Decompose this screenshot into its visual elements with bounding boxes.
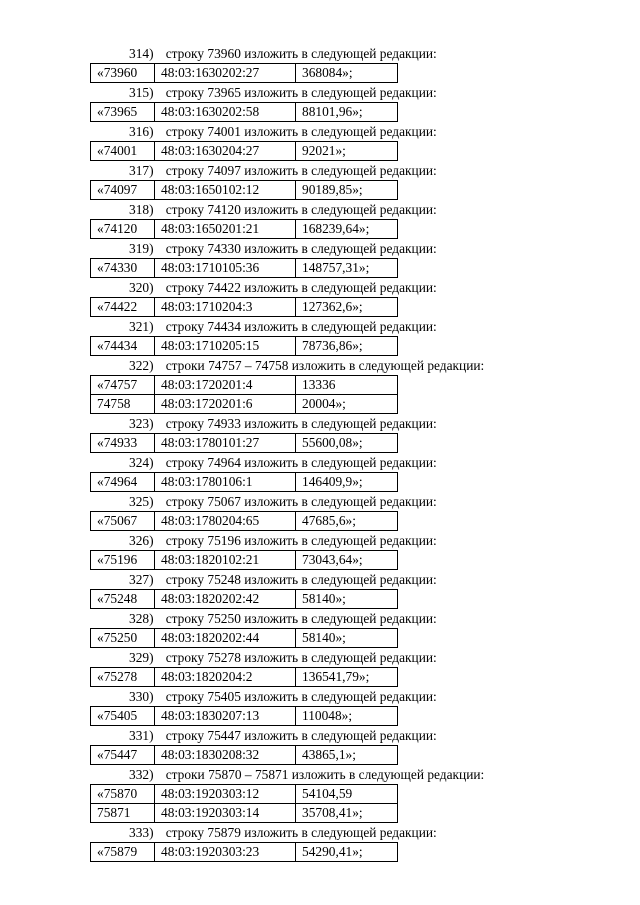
- cadastral-number-cell: 48:03:1780204:65: [155, 512, 296, 531]
- amendment-table: [90, 511, 398, 531]
- item-text: строку 75248 изложить в следующей редакции:: [165, 572, 437, 587]
- item-text: строку 75067 изложить в следующей редакции:: [165, 494, 437, 509]
- amendment-table: [90, 842, 398, 862]
- row-number-cell: «75879: [91, 843, 155, 862]
- cadastral-number-cell: 48:03:1820202:42: [155, 590, 296, 609]
- amendment-heading: [0, 570, 640, 589]
- item-text: строку 74933 изложить в следующей редакции:: [165, 416, 437, 431]
- value-cell: 13336: [296, 376, 398, 395]
- row-number-cell: «73965: [91, 103, 155, 122]
- table-row: [91, 551, 398, 570]
- value-cell: 47685,6»;: [296, 512, 398, 531]
- cadastral-number-cell: 48:03:1820202:44: [155, 629, 296, 648]
- amendment-heading: [0, 823, 640, 842]
- amendment-table: [90, 550, 398, 570]
- cadastral-number-cell: 48:03:1920303:23: [155, 843, 296, 862]
- item-number: 329): [129, 650, 154, 665]
- value-cell: 54104,59: [296, 785, 398, 804]
- table-row: [91, 434, 398, 453]
- amendment-heading: [0, 414, 640, 433]
- value-cell: 88101,96»;: [296, 103, 398, 122]
- item-text: строку 74120 изложить в следующей редакции:: [165, 202, 437, 217]
- item-number: 318): [129, 202, 154, 217]
- amendment-heading: [0, 317, 640, 336]
- amendment-heading: [0, 122, 640, 141]
- value-cell: 54290,41»;: [296, 843, 398, 862]
- row-number-cell: «74434: [91, 337, 155, 356]
- amendment-table: [90, 63, 398, 83]
- row-number-cell: «75248: [91, 590, 155, 609]
- value-cell: 58140»;: [296, 590, 398, 609]
- value-cell: 43865,1»;: [296, 746, 398, 765]
- amendment-heading: [0, 83, 640, 102]
- amendment-table: [90, 589, 398, 609]
- amendment-table: [90, 472, 398, 492]
- row-number-cell: «74001: [91, 142, 155, 161]
- value-cell: 146409,9»;: [296, 473, 398, 492]
- row-number-cell: «74757: [91, 376, 155, 395]
- cadastral-number-cell: 48:03:1720201:4: [155, 376, 296, 395]
- cadastral-number-cell: 48:03:1820204:2: [155, 668, 296, 687]
- item-number: 326): [129, 533, 154, 548]
- cadastral-number-cell: 48:03:1830208:32: [155, 746, 296, 765]
- amendment-heading: [0, 609, 640, 628]
- amendment-table: [90, 180, 398, 200]
- value-cell: 90189,85»;: [296, 181, 398, 200]
- table-row: [91, 64, 398, 83]
- amendment-table: [90, 258, 398, 278]
- row-number-cell: «75870: [91, 785, 155, 804]
- amendment-table: [90, 375, 398, 414]
- value-cell: 92021»;: [296, 142, 398, 161]
- table-row: [91, 298, 398, 317]
- cadastral-number-cell: 48:03:1710204:3: [155, 298, 296, 317]
- table-row: [91, 220, 398, 239]
- table-row: [91, 746, 398, 765]
- item-text: строку 75278 изложить в следующей редакции:: [165, 650, 437, 665]
- value-cell: 148757,31»;: [296, 259, 398, 278]
- row-number-cell: «75447: [91, 746, 155, 765]
- item-text: строку 75447 изложить в следующей редакции:: [165, 728, 437, 743]
- table-row: [91, 473, 398, 492]
- amendment-heading: [0, 200, 640, 219]
- table-row: [91, 376, 398, 395]
- amendment-heading: [0, 726, 640, 745]
- item-number: 331): [129, 728, 154, 743]
- table-row: [91, 103, 398, 122]
- row-number-cell: «73960: [91, 64, 155, 83]
- amendment-table: [90, 706, 398, 726]
- item-number: 320): [129, 280, 154, 295]
- table-row: [91, 707, 398, 726]
- amendment-heading: [0, 453, 640, 472]
- value-cell: 55600,08»;: [296, 434, 398, 453]
- item-text: строку 75879 изложить в следующей редакции:: [165, 825, 437, 840]
- item-text: строку 75405 изложить в следующей редакции:: [165, 689, 437, 704]
- table-row: [91, 259, 398, 278]
- amendment-table: [90, 297, 398, 317]
- cadastral-number-cell: 48:03:1820102:21: [155, 551, 296, 570]
- item-number: 327): [129, 572, 154, 587]
- row-number-cell: «74422: [91, 298, 155, 317]
- cadastral-number-cell: 48:03:1920303:14: [155, 804, 296, 823]
- item-number: 323): [129, 416, 154, 431]
- item-text: строку 74097 изложить в следующей редакции:: [165, 163, 437, 178]
- table-row: [91, 181, 398, 200]
- table-row: [91, 668, 398, 687]
- cadastral-number-cell: 48:03:1780106:1: [155, 473, 296, 492]
- row-number-cell: «74120: [91, 220, 155, 239]
- row-number-cell: «74330: [91, 259, 155, 278]
- amendment-table: [90, 628, 398, 648]
- item-number: 317): [129, 163, 154, 178]
- amendment-table: [90, 433, 398, 453]
- table-row: [91, 629, 398, 648]
- item-text: строку 74434 изложить в следующей редакции:: [165, 319, 437, 334]
- value-cell: 136541,79»;: [296, 668, 398, 687]
- value-cell: 110048»;: [296, 707, 398, 726]
- item-number: 314): [129, 46, 154, 61]
- value-cell: 20004»;: [296, 395, 398, 414]
- item-text: строку 73965 изложить в следующей редакции:: [165, 85, 437, 100]
- item-number: 333): [129, 825, 154, 840]
- amendment-heading: [0, 44, 640, 63]
- amendment-table: [90, 745, 398, 765]
- row-number-cell: «75250: [91, 629, 155, 648]
- table-row: [91, 843, 398, 862]
- amendment-table: [90, 336, 398, 356]
- cadastral-number-cell: 48:03:1780101:27: [155, 434, 296, 453]
- amendment-heading: [0, 531, 640, 550]
- row-number-cell: «74964: [91, 473, 155, 492]
- amendment-table: [90, 141, 398, 161]
- amendment-table: [90, 219, 398, 239]
- value-cell: 168239,64»;: [296, 220, 398, 239]
- document-body: [0, 44, 640, 862]
- cadastral-number-cell: 48:03:1830207:13: [155, 707, 296, 726]
- cadastral-number-cell: 48:03:1720201:6: [155, 395, 296, 414]
- row-number-cell: «75405: [91, 707, 155, 726]
- item-number: 328): [129, 611, 154, 626]
- item-number: 324): [129, 455, 154, 470]
- amendment-heading: [0, 161, 640, 180]
- item-text: строку 74001 изложить в следующей редакции:: [165, 124, 437, 139]
- cadastral-number-cell: 48:03:1650102:12: [155, 181, 296, 200]
- cadastral-number-cell: 48:03:1650201:21: [155, 220, 296, 239]
- item-number: 325): [129, 494, 154, 509]
- row-number-cell: «75278: [91, 668, 155, 687]
- table-row: [91, 590, 398, 609]
- item-number: 321): [129, 319, 154, 334]
- amendment-heading: [0, 687, 640, 706]
- cadastral-number-cell: 48:03:1920303:12: [155, 785, 296, 804]
- value-cell: 58140»;: [296, 629, 398, 648]
- cadastral-number-cell: 48:03:1630202:27: [155, 64, 296, 83]
- row-number-cell: «74097: [91, 181, 155, 200]
- item-text: строку 74422 изложить в следующей редакции:: [165, 280, 437, 295]
- item-number: 330): [129, 689, 154, 704]
- table-row: [91, 785, 398, 804]
- item-text: строку 75250 изложить в следующей редакции:: [165, 611, 437, 626]
- item-number: 315): [129, 85, 154, 100]
- cadastral-number-cell: 48:03:1630202:58: [155, 103, 296, 122]
- table-row: [91, 804, 398, 823]
- item-text: строку 74964 изложить в следующей редакции:: [165, 455, 437, 470]
- amendment-table: [90, 102, 398, 122]
- value-cell: 127362,6»;: [296, 298, 398, 317]
- table-row: [91, 395, 398, 414]
- amendment-heading: [0, 278, 640, 297]
- row-number-cell: 75871: [91, 804, 155, 823]
- item-number: 319): [129, 241, 154, 256]
- amendment-heading: [0, 492, 640, 511]
- row-number-cell: «74933: [91, 434, 155, 453]
- item-text: строки 74757 – 74758 изложить в следующей редакции:: [165, 358, 485, 373]
- item-number: 316): [129, 124, 154, 139]
- table-row: [91, 337, 398, 356]
- value-cell: 73043,64»;: [296, 551, 398, 570]
- cadastral-number-cell: 48:03:1710105:36: [155, 259, 296, 278]
- row-number-cell: «75067: [91, 512, 155, 531]
- cadastral-number-cell: 48:03:1710205:15: [155, 337, 296, 356]
- amendment-heading: [0, 239, 640, 258]
- item-text: строку 73960 изложить в следующей редакции:: [165, 46, 437, 61]
- amendment-heading: [0, 356, 640, 375]
- value-cell: 35708,41»;: [296, 804, 398, 823]
- cadastral-number-cell: 48:03:1630204:27: [155, 142, 296, 161]
- item-text: строку 75196 изложить в следующей редакции:: [165, 533, 437, 548]
- row-number-cell: 74758: [91, 395, 155, 414]
- amendment-heading: [0, 765, 640, 784]
- item-text: строку 74330 изложить в следующей редакции:: [165, 241, 437, 256]
- table-row: [91, 142, 398, 161]
- amendment-heading: [0, 648, 640, 667]
- value-cell: 78736,86»;: [296, 337, 398, 356]
- value-cell: 368084»;: [296, 64, 398, 83]
- amendment-table: [90, 784, 398, 823]
- item-number: 332): [129, 767, 154, 782]
- item-text: строки 75870 – 75871 изложить в следующей редакции:: [165, 767, 485, 782]
- table-row: [91, 512, 398, 531]
- row-number-cell: «75196: [91, 551, 155, 570]
- amendment-table: [90, 667, 398, 687]
- item-number: 322): [129, 358, 154, 373]
